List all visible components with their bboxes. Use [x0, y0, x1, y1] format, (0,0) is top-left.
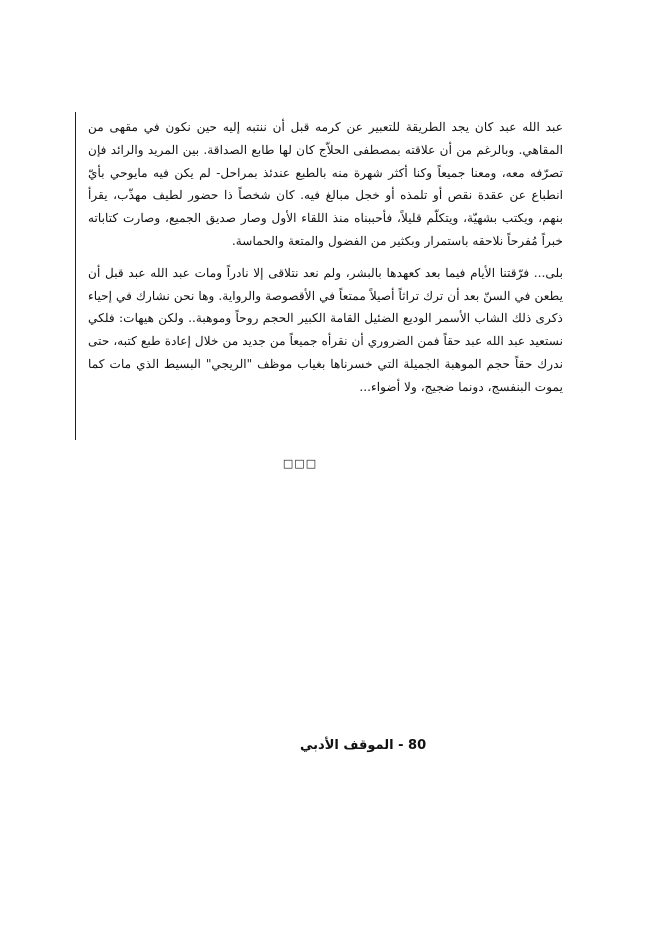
section-end-mark: □□□ — [282, 457, 318, 470]
page-number: 80 — [408, 738, 427, 753]
article-body — [88, 116, 563, 399]
magazine-name: الموقف الأدبي — [300, 738, 394, 753]
paragraph: عبد الله عبد كان يجد الطريقة للتعبير عن كرمه قبل أن ننتبه إليه حين نكون في مقهى من المقاهي. وبالرغم من أن علاقته بمصطفى الحلاّج كان لها طابع الصداقة. بين المريد والرائد فإن تصرّفه معه، ومعنا جميعاً وكنا أكثر شهرة منه بالطبع عندئذ بمراحل- لم يكن فيه مايوحي بأيّ انطباع عن عقدة نقص أو تلمذه أو خجل مبالغ فيه. كان شخصاً ذا حضور لطيف مهذّب، يقرأ بنهم، ويكتب بشهيّة، ويتكلّم قليلاً، فأحببناه منذ اللقاء الأول وصار صديق الجميع، وصارت كتاباته خبراً مُفرحاً نلاحقه باستمرار وبكثير من الفضول والمتعة والحماسة. — [88, 120, 563, 248]
footer-separator: - — [398, 738, 404, 753]
paragraph: بلى... فرّقتنا الأيام فيما بعد كعهدها بالبشر، ولم نعد نتلاقى إلا نادراً ومات عبد الله عبد قبل أن يطعن في السنّ بعد أن ترك تراثاً أصيلاً ممتعاً في الأقصوصة والرواية. وها نحن نشارك في إحياء ذكرى ذلك الشاب الأسمر الوديع الضئيل القامة الكبير الحجم روحاً وموهبة.. ولكن هيهات: فلكي نستعيد عبد الله عبد حقاً فمن الضروري أن نقرأه جميعاً من جديد من خلال إعادة طبع كتبه، حتى ندرك حقاً حجم الموهبة الجميلة التي خسرناها بغياب موظف "الريجي" البسيط الذي مات كما يموت البنفسج، دونما ضجيج، ولا أضواء... — [88, 265, 563, 394]
page-footer — [300, 738, 541, 753]
margin-rule — [75, 112, 76, 440]
